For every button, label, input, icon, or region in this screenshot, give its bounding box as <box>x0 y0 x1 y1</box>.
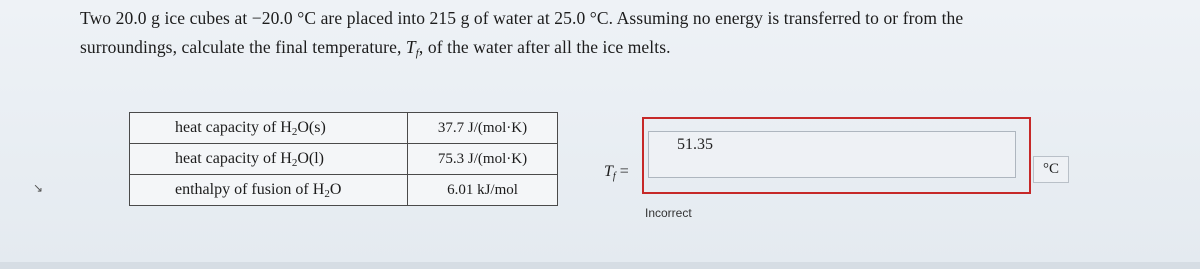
bottom-divider <box>0 262 1200 269</box>
constants-table <box>129 112 558 206</box>
table-label-cell <box>130 113 408 144</box>
table-label-suffix: O(l) <box>297 150 324 167</box>
table-label-text: enthalpy of fusion of H <box>175 181 325 198</box>
table-label-text: heat capacity of H <box>175 119 292 136</box>
question-variable-letter: T <box>405 37 416 57</box>
unit-label: °C <box>1033 156 1069 183</box>
answer-label-equals: = <box>615 163 629 180</box>
cursor-mark: ↘ <box>33 181 44 195</box>
table-value-cell: 75.3 J/(mol·K) <box>408 144 558 175</box>
question-line-2 <box>80 33 1160 62</box>
question-text <box>80 4 1160 62</box>
table-row <box>130 113 558 144</box>
question-line-2-pre: surroundings, calculate the final temperature, <box>80 37 406 57</box>
question-variable <box>406 37 419 57</box>
table-label-cell <box>130 144 408 175</box>
question-line-1: Two 20.0 g ice cubes at −20.0 °C are placed into 215 g of water at 25.0 °C. Assuming no energy is transferred to or from the <box>80 8 964 28</box>
table-row <box>130 175 558 206</box>
table-label-subscript: 2 <box>324 188 330 200</box>
answer-label <box>604 163 629 181</box>
answer-label-subscript: f <box>612 171 616 182</box>
table-label-cell <box>130 175 408 206</box>
feedback-incorrect: Incorrect <box>645 206 692 220</box>
table-label-suffix: O(s) <box>297 119 326 136</box>
question-line-2-post: , of the water after all the ice melts. <box>418 37 671 57</box>
table-label-text: heat capacity of H <box>175 150 292 167</box>
table-label-subscript: 2 <box>291 157 298 169</box>
table-value-cell: 6.01 kJ/mol <box>408 175 558 206</box>
question-variable-subscript: f <box>415 47 419 59</box>
table-label-suffix: O <box>329 181 342 198</box>
table-row <box>130 144 558 175</box>
table-label-subscript: 2 <box>291 126 298 138</box>
table-value-cell: 37.7 J/(mol·K) <box>408 113 558 144</box>
answer-label-variable: T <box>604 163 613 180</box>
final-temperature-input[interactable] <box>648 131 1016 178</box>
